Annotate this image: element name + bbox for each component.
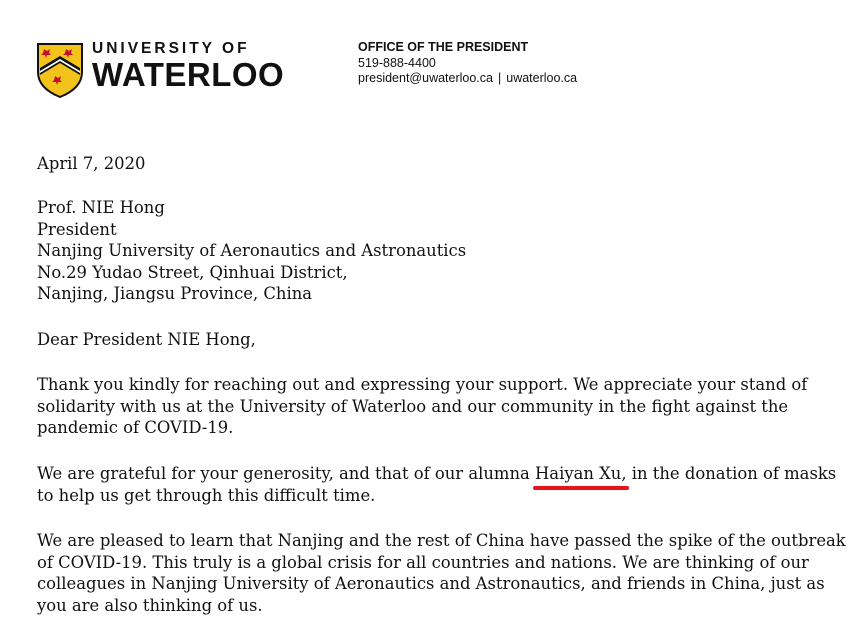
paragraph-1-line: pandemic of COVID-19. [37,418,234,437]
university-crest-logo [36,42,84,98]
recipient-city: Nanjing, Jiangsu Province, China [37,284,313,303]
office-phone: 519-888-4400 [358,55,436,70]
paragraph-1-line: solidarity with us at the University of Waterloo and our community in the fight against the [37,396,789,416]
office-contact-line [358,71,577,87]
alumna-name: Haiyan Xu, [535,464,627,483]
red-underline-mark [533,486,629,490]
office-title: OFFICE OF THE PRESIDENT [358,40,529,54]
recipient-title: President [37,219,117,239]
office-contact-block [358,40,577,87]
paragraph-3-line: colleagues in Nanjing University of Aeronautics and Astronautics, and friends in China, just as [37,574,825,593]
paragraph-3-line: of COVID-19. This truly is a global crisis for all countries and nations. We are thinking of our [37,552,809,572]
paragraph-1 [37,374,807,439]
paragraph-2-text-before: We are grateful for your generosity, and that of our alumna [37,464,536,483]
paragraph-2-text-after: in the donation of masks [626,464,837,483]
paragraph-3 [37,530,846,616]
wordmark-line2: WATERLOO [92,56,285,93]
contact-separator: | [498,71,502,85]
paragraph-3-line: you are also thinking of us. [37,595,263,615]
recipient-address [37,197,466,305]
salutation: Dear President NIE Hong, [37,330,256,349]
paragraph-2-line: to help us get through this difficult time. [37,485,376,505]
highlighted-alumna-name [535,463,627,485]
recipient-street: No.29 Yudao Street, Qinhuai District, [37,262,348,282]
paragraph-2 [37,463,836,506]
letter-date: April 7, 2020 [37,154,146,173]
recipient-institution: Nanjing University of Aeronautics and Astronautics [37,241,467,260]
paragraph-1-line: Thank you kindly for reaching out and expressing your support. We appreciate your stand of [37,375,808,394]
recipient-name: Prof. NIE Hong [37,198,165,217]
office-website: uwaterloo.ca [506,71,578,85]
wordmark-line1: UNIVERSITY OF [92,40,250,57]
office-email: president@uwaterloo.ca [358,71,493,85]
letterhead [0,0,849,120]
paragraph-3-line: We are pleased to learn that Nanjing and the rest of China have passed the spike of the outbreak [37,531,846,550]
university-wordmark [92,40,284,92]
paragraph-2-line [37,463,836,485]
